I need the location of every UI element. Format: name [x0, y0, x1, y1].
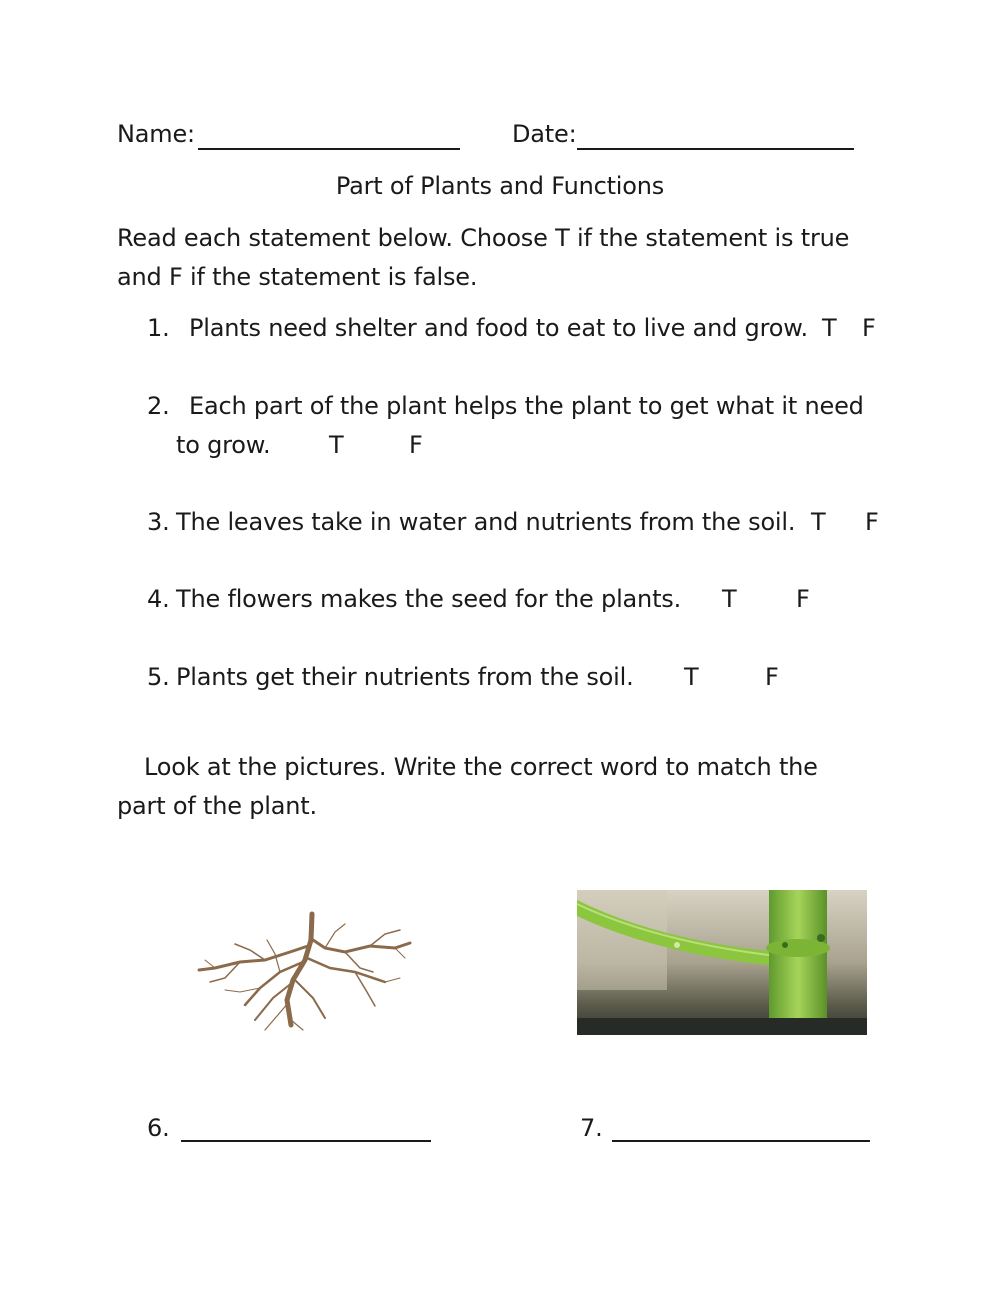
date-label: Date: — [512, 120, 577, 148]
picture-instructions-line-1: Look at the pictures. Write the correct word to match the — [144, 753, 818, 781]
question-4-text: The flowers makes the seed for the plants. — [176, 585, 682, 613]
answer-7-number: 7. — [580, 1114, 603, 1142]
question-3-false-option[interactable]: F — [865, 508, 879, 536]
question-2-text: Each part of the plant helps the plant to get what it need — [189, 392, 864, 420]
answer-6-number: 6. — [147, 1114, 170, 1142]
question-1-text: Plants need shelter and food to eat to live and grow. — [189, 314, 808, 342]
question-2-text-continued: to grow. — [176, 431, 271, 459]
question-1-number: 1. — [147, 314, 170, 342]
question-1-true-option[interactable]: T — [822, 314, 837, 342]
instructions-line-1: Read each statement below. Choose T if the statement is true — [117, 224, 850, 252]
question-4-true-option[interactable]: T — [722, 585, 737, 613]
question-5-true-option[interactable]: T — [684, 663, 699, 691]
worksheet-title: Part of Plants and Functions — [335, 172, 665, 200]
question-3-number: 3. — [147, 508, 170, 536]
roots-picture — [195, 910, 415, 1035]
question-4-false-option[interactable]: F — [796, 585, 810, 613]
question-5-number: 5. — [147, 663, 170, 691]
answer-6-field[interactable] — [181, 1140, 431, 1142]
date-field[interactable] — [577, 148, 854, 150]
name-label: Name: — [117, 120, 195, 148]
name-field[interactable] — [198, 148, 460, 150]
question-4-number: 4. — [147, 585, 170, 613]
question-2-true-option[interactable]: T — [329, 431, 344, 459]
stem-picture — [577, 890, 867, 1035]
instructions-line-2: and F if the statement is false. — [117, 263, 478, 291]
picture-instructions-line-2: part of the plant. — [117, 792, 317, 820]
question-2-false-option[interactable]: F — [409, 431, 423, 459]
answer-7-field[interactable] — [612, 1140, 870, 1142]
question-5-text: Plants get their nutrients from the soil. — [176, 663, 634, 691]
question-5-false-option[interactable]: F — [765, 663, 779, 691]
question-1-false-option[interactable]: F — [862, 314, 876, 342]
question-3-true-option[interactable]: T — [811, 508, 826, 536]
question-3-text: The leaves take in water and nutrients from the soil. — [176, 508, 796, 536]
question-2-number: 2. — [147, 392, 170, 420]
